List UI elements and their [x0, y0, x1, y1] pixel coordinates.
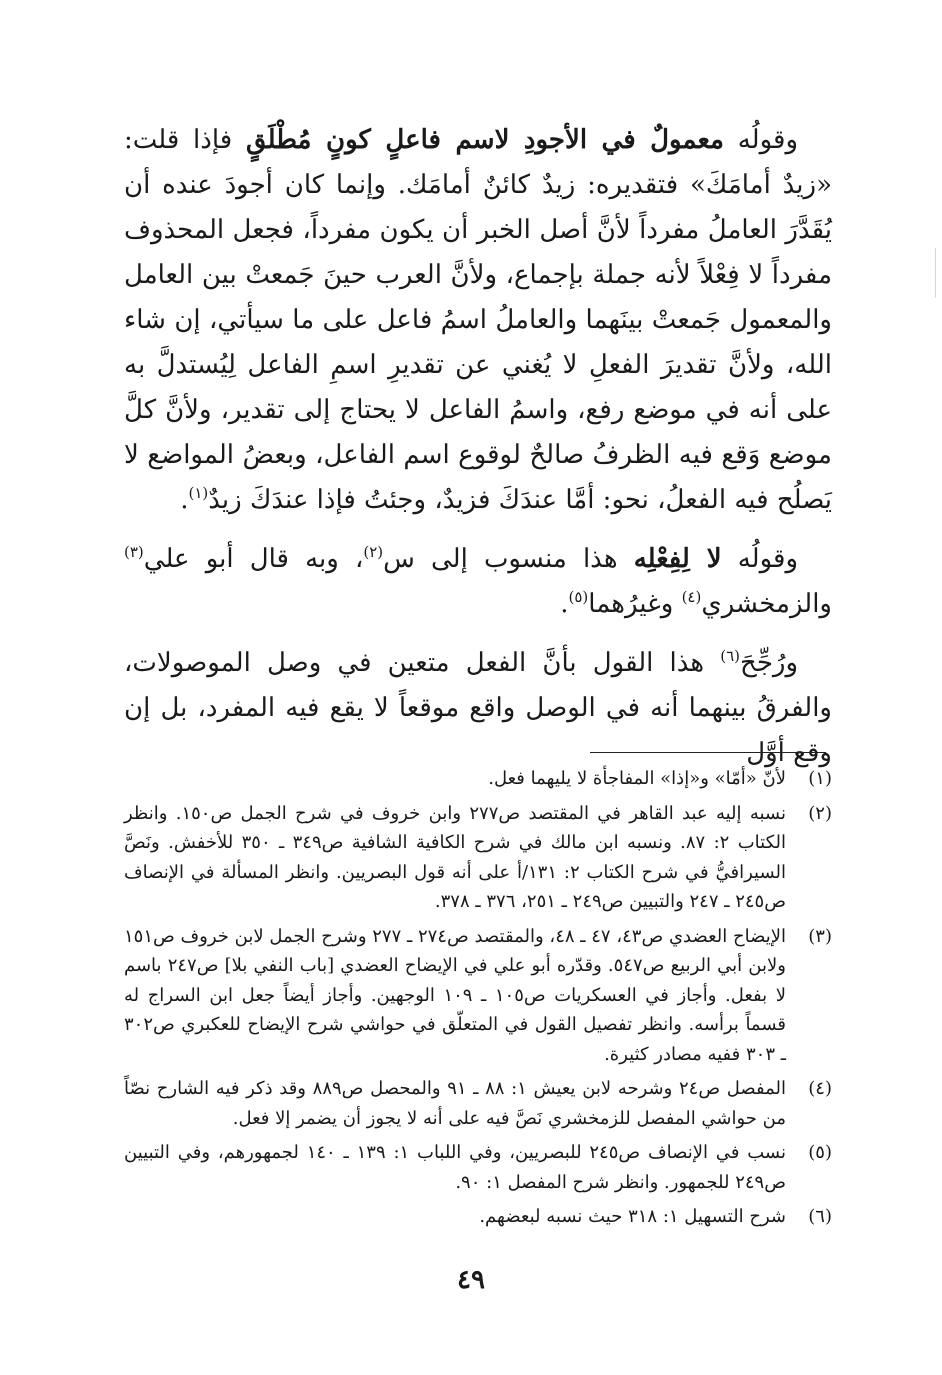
text-run: . [560, 589, 569, 619]
footnote-text: نسب في الإنصاف ص٢٤٥ للبصريين، وفي اللباب ١: ١٣٩ ـ ١٤٠ لجمهورهم، وفي التبيين ص٢٤٩ للجمهور. وانظر شرح المفصل ١: ٩٠. [124, 1142, 786, 1193]
footnote-ref[interactable]: (٤) [681, 588, 702, 606]
text-run: ، وبه قال أبو علي [143, 544, 364, 574]
page-number: ٤٩ [457, 1265, 485, 1295]
text-run: هذا منسوب إلى س [383, 544, 634, 574]
footnote-number: (٣) [808, 925, 832, 947]
footnote-ref[interactable]: (٦) [720, 647, 741, 665]
footnote-number: (٥) [808, 1142, 832, 1163]
footnote-text: المفصل ص٢٤ وشرحه لابن يعيش ١: ٨٨ ـ ٩١ والمحصل ص٨٨٩ وقد ذكر فيه الشارح نصّاً من حواشي المفصل للزمخشري نَصَّ فيه على أنه لا يجوز أن يضمر إلا فعل. [124, 1078, 786, 1129]
quoted-phrase: لا لِفِعْلِه [633, 544, 722, 574]
scan-edge-mark [935, 248, 936, 298]
footnote-item [124, 764, 832, 794]
footnote-ref[interactable]: (٣) [124, 543, 144, 561]
footnote-text: شرح التسهيل ١: ٣١٨ حيث نسبه لبعضهم. [479, 1206, 786, 1227]
text-run: وقولُه [724, 125, 799, 155]
footnote-text: لأنّ «أمّا» و«إذا» المفاجأة لا يليهما فعل. [488, 768, 786, 789]
text-run: فإذا قلت: «زيدٌ أمامَكَ» فتقديره: زيدٌ كائنٌ أمامَك. وإنما كان أجودَ عنده أن يُقَدَّرَ العاملُ مفرداً لأنَّ أصل الخبر أن يكون مفرداً، فجعل المحذوف مفرداً لا فِعْلاً لأنه جملة بإجماع، ولأنَّ العرب حينَ جَمعتْ بين العامل والمعمول جَمعتْ بينَهما والعاملُ اسمُ فاعل على ما سيأتي، إن شاء الله، ولأنَّ تقديرَ الفعلِ لا يُغني عن تقديرِ اسمِ الفاعل لِيُستدلَّ به على أنه في موضع رفع، واسمُ الفاعل لا يحتاج إلى تقدير، ولأنَّ كلَّ موضع وَقع فيه الظرفُ صالحٌ لوقوع اسم الفاعل، وبعضُ المواضع لا يَصلُح فيه الفعلُ، نحو: أمَّا عندَكَ فزيدٌ، وجئتُ فإذا عندَكَ زيدٌ [124, 125, 832, 515]
footnote-ref[interactable]: (٥) [568, 588, 589, 606]
footnote-text: نسبه إليه عبد القاهر في المقتصد ص٢٧٧ وابن خروف في شرح الجمل ص١٥٠. وانظر الكتاب ٢: ٨٧. ونسبه ابن مالك في شرح الكافية الشافية ص٣٤٩ ـ ٣٥٠ للأخفش. ونَصَّ السيرافيُّ في شرح الكتاب ٢: ١٣١/أ على أنه قول البصريين. وانظر المسألة في الإنصاف ص٢٤٥ ـ ٢٤٧ والتبيين ص٢٤٩ ـ ٢٥١، ٣٧٦ ـ ٣٧٨. [124, 802, 786, 912]
paragraph-2 [124, 537, 832, 627]
footnote-number: (٤) [808, 1078, 832, 1099]
text-run: وقولُه [721, 544, 799, 574]
footnote-item [124, 1202, 832, 1232]
footnote-item [124, 1074, 832, 1133]
paragraph-1 [124, 118, 832, 523]
text-run: وغيرُهما [588, 589, 682, 619]
text-run: والزمخشري [701, 589, 832, 619]
footnote-number: (١) [808, 768, 832, 789]
footnote-ref[interactable]: (١) [188, 484, 209, 502]
main-text [124, 118, 832, 776]
quoted-phrase: معمولٌ في الأجودِ لاسم فاعلٍ كونٍ مُطْلَقٍ [245, 125, 724, 155]
footnote-number: (٢) [808, 802, 832, 824]
footnote-ref[interactable]: (٢) [363, 543, 384, 561]
footnote-separator [590, 752, 826, 753]
text-run: هذا القول بأنَّ الفعل متعين في وصل الموصولات، والفرقُ بينهما أنه في الوصل واقع موقعاً لا يقع فيه المفرد، بل إن وقع أوَّل [124, 648, 832, 768]
footnote-item [124, 922, 832, 1070]
footnote-item [124, 1138, 832, 1197]
footnote-item [124, 799, 832, 917]
text-run: ورُجِّحَ [740, 648, 798, 678]
footnote-number: (٦) [808, 1206, 832, 1227]
paragraph-3 [124, 641, 832, 776]
footnote-text: الإيضاح العضدي ص٤٣، ٤٧ ـ ٤٨، والمقتصد ص٢٧٤ ـ ٢٧٧ وشرح الجمل لابن خروف ص١٥١ ولابن أبي الربيع ص٥٤٧. وقدّره أبو علي في الإيضاح العضدي [باب النفي بلا] ص٢٤٧ باسم لا بفعل. وأجاز في العسكريات ص١٠٥ ـ ١٠٩ الوجهين. وأجاز أيضاً جعل ابن السراج له قسماً برأسه. وانظر تفصيل القول في المتعلّق في حواشي شرح الإيضاح للعكبري ص٣٠٢ ـ ٣٠٣ ففيه مصادر كثيرة. [124, 925, 786, 1065]
footnotes [124, 764, 832, 1237]
text-run: . [180, 485, 189, 515]
